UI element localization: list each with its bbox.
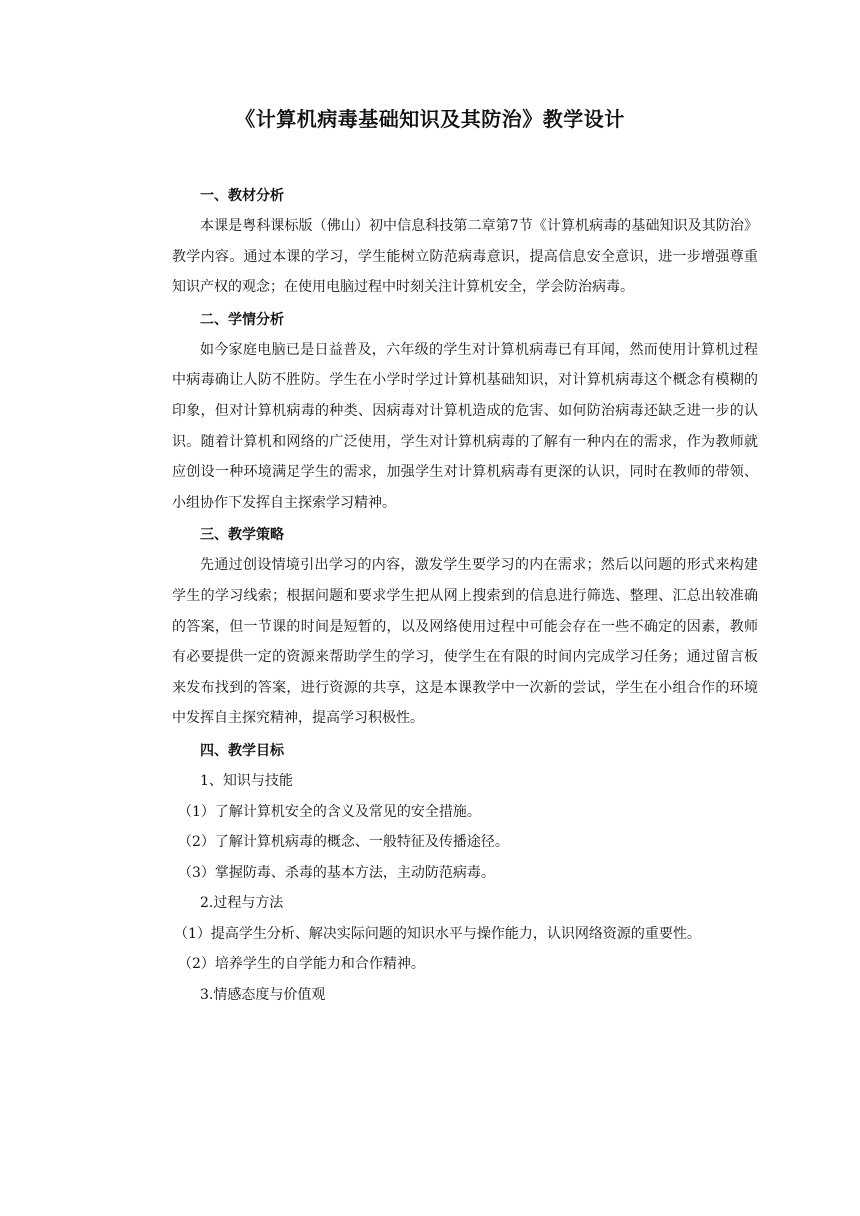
- section-text-student-analysis: 如今家庭电脑已是日益普及，六年级的学生对计算机病毒已有耳闻，然而使用计算机过程中病毒确让人防不胜防。学生在小学时学过计算机基础知识，对计算机病毒这个概念有模糊的印象，但对计算机病毒的种类、因病毒对计算机造成的危害、如何防治病毒还缺乏进一步的认识。随着计算机和网络的广泛使用，学生对计算机病毒的了解有一种内在的需求，作为教师就应创设一种环境满足学生的需求，加强学生对计算机病毒有更深的认识，同时在教师的带领、小组协作下发挥自主探索学习精神。: [172, 341, 758, 511]
- goal-item: （2）了解计算机病毒的概念、一般特征及传播途径。: [178, 834, 509, 851]
- section-heading-teaching-goals: 四、教学目标: [200, 742, 284, 759]
- section-text-textbook-analysis: 本课是粤科课标版（佛山）初中信息科技第二章第7节《计算机病毒的基础知识及其防治》教学内容。通过本课的学习，学生能树立防范病毒意识，提高信息安全意识，进一步增强尊重知识产权的观念；在使用电脑过程中时刻关注计算机安全，学会防治病毒。: [172, 218, 758, 296]
- goal-item: （2）培养学生的自学能力和合作精神。: [178, 956, 425, 973]
- section-heading-textbook-analysis: 一、教材分析: [200, 188, 284, 204]
- section-heading-teaching-strategy: 三、教学策略: [200, 527, 284, 544]
- goal-subheading-attitude: 3.情感态度与价值观: [200, 987, 326, 1004]
- document-body: [172, 181, 758, 1011]
- section-text-teaching-strategy: 先通过创设情境引出学习的内容，激发学生要学习的内在需求；然后以问题的形式来构建学生的学习线索；根据问题和要求学生把从网上搜索到的信息进行筛选、整理、汇总出较准确的答案，但一节课的时间是短暂的，以及网络使用过程中可能会存在一些不确定的因素，教师有必要提供一定的资源来帮助学生的学习，使学生在有限的时间内完成学习任务；通过留言板来发布找到的答案，进行资源的共享，这是本课教学中一次新的尝试，学生在小组合作的环境中发挥自主探究精神，提高学习积极性。: [172, 557, 758, 727]
- document-title: 《计算机病毒基础知识及其防治》教学设计: [235, 107, 625, 131]
- goal-subheading-knowledge: 1、知识与技能: [200, 772, 293, 789]
- section-heading-student-analysis: 二、学情分析: [200, 311, 284, 328]
- goal-item: （1）了解计算机安全的含义及常见的安全措施。: [178, 803, 481, 820]
- goal-subheading-process: 2.过程与方法: [200, 895, 284, 912]
- goal-item: （3）掌握防毒、杀毒的基本方法，主动防范病毒。: [178, 864, 495, 881]
- goal-item: （1）提高学生分析、解决实际问题的知识水平与操作能力，认识网络资源的重要性。: [174, 925, 701, 942]
